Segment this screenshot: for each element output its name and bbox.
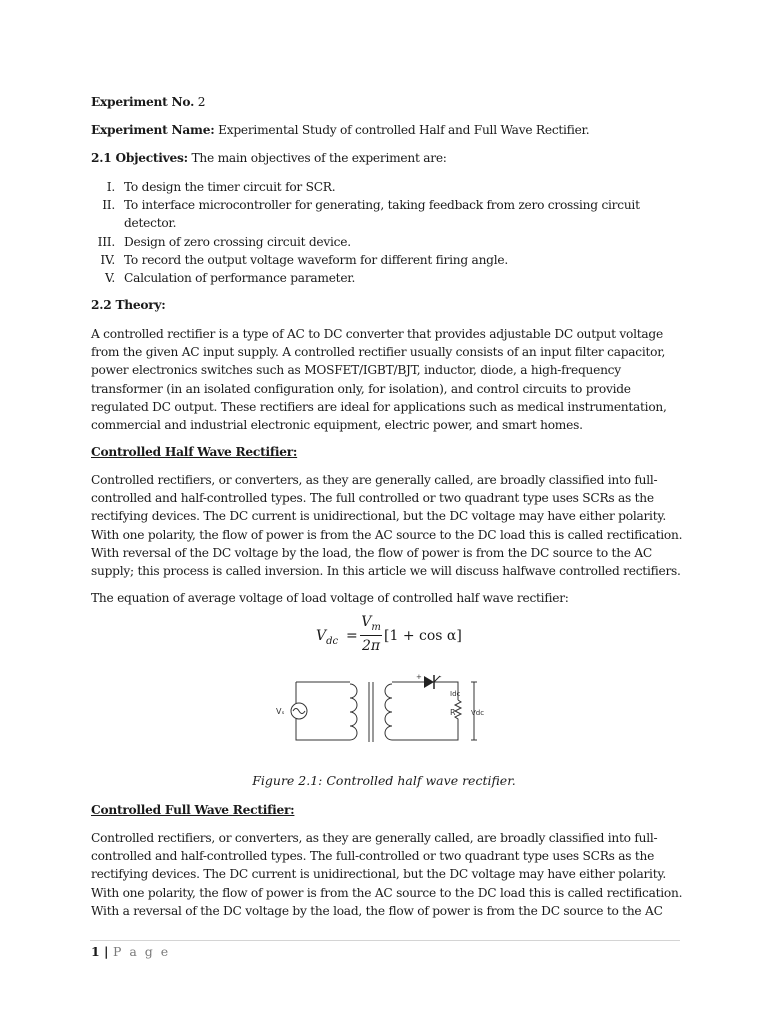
list-item: III. Design of zero crossing circuit device. <box>97 234 351 249</box>
equation-numerator: $V_m$ <box>361 614 381 633</box>
half-wave-rectifier-circuit <box>268 670 500 750</box>
list-item: V. Calculation of performance parameter. <box>104 271 356 286</box>
half-wave-paragraph: Controlled rectifiers, or converters, as they are generally called, are broadly classified into full- controlled and half-controlled types. The full controlled or two quadrant type uses SCRs as the rectifying devices. The DC current is unidirectional, but the DC voltage may have either polarity. With one polarity, the flow of power is from the AC source to the DC load this is called rectification. With reversal of the DC voltage by the load, the flow of power is from the DC source to the AC supply; this process is called inversion. In this article we will discuss halfwave controlled rectifiers. <box>91 473 683 579</box>
list-item: II. To interface microcontroller for generating, taking feedback from zero crossing circuit detector. <box>102 198 640 231</box>
page-footer <box>91 944 170 959</box>
equation-intro: The equation of average voltage of load voltage of controlled half wave rectifier: <box>91 591 569 605</box>
page-number: 1 <box>91 944 100 959</box>
secondary-wire <box>392 682 458 740</box>
half-wave-heading: Controlled Half Wave Rectifier: <box>91 445 298 459</box>
resistor-icon <box>455 700 461 722</box>
figure-caption: Figure 2.1: Controlled half wave rectifier. <box>252 773 516 788</box>
primary-coil-icon <box>350 684 357 740</box>
list-item: IV. To record the output voltage waveform for different firing angle. <box>100 252 508 267</box>
current-label: Idc <box>450 690 461 698</box>
theory-heading: 2.2 Theory: <box>91 298 166 312</box>
theory-paragraph: A controlled rectifier is a type of AC to DC converter that provides adjustable DC output voltage from the given AC input supply. A controlled rectifier usually consists of an input filter capacitor, power electronics switches such as MOSFET/IGBT/BJT, inductor, diode, a high-frequency transformer (in an isolated configuration only, for isolation), and control circuits to provide regulated DC output. These rectifiers are ideal for applications such as medical instrumentation, commercial and industrial electronic equipment, electric power, and smart homes. <box>91 327 667 433</box>
full-wave-paragraph: Controlled rectifiers, or converters, as they are generally called, are broadly classified into full- controlled and half-controlled types. The full-controlled or two quadrant type uses SCRs as the rectifying devices. The DC current is unidirectional, but the DC voltage may have either polarity. With one polarity, the flow of power is from the AC source to the DC load this is called rectification. With a reversal of the DC voltage by the load, the flow of power is from the DC source to the AC <box>91 831 683 918</box>
equation-denominator: 2π <box>361 638 381 654</box>
equation-bracket: [1 + cos α] <box>384 628 462 644</box>
secondary-coil-icon <box>385 684 392 740</box>
equation-lhs: $V_{dc}$ <box>316 628 339 647</box>
resistor-label: R <box>450 708 456 717</box>
voltage-label: Vdc <box>471 709 485 717</box>
footer-divider <box>90 940 680 941</box>
objectives-list <box>79 178 644 287</box>
objectives-heading: 2.1 Objectives: The main objectives of the experiment are: <box>91 151 447 165</box>
scr-icon <box>424 676 434 688</box>
footer-separator: | <box>99 944 113 959</box>
average-voltage-equation <box>316 614 516 660</box>
plus-label: + <box>416 673 422 681</box>
page-label: P a g e <box>112 944 171 959</box>
experiment-number: Experiment No. 2 <box>91 95 206 109</box>
full-wave-heading: Controlled Full Wave Rectifier: <box>91 803 295 817</box>
experiment-name: Experiment Name: Experimental Study of controlled Half and Full Wave Rectifier. <box>91 123 590 137</box>
list-item: I. To design the timer circuit for SCR. <box>106 180 336 194</box>
source-label: Vₛ <box>276 707 285 716</box>
fraction-bar <box>360 635 382 636</box>
equation-equals: = <box>346 628 358 644</box>
minus-label: - <box>439 673 442 681</box>
